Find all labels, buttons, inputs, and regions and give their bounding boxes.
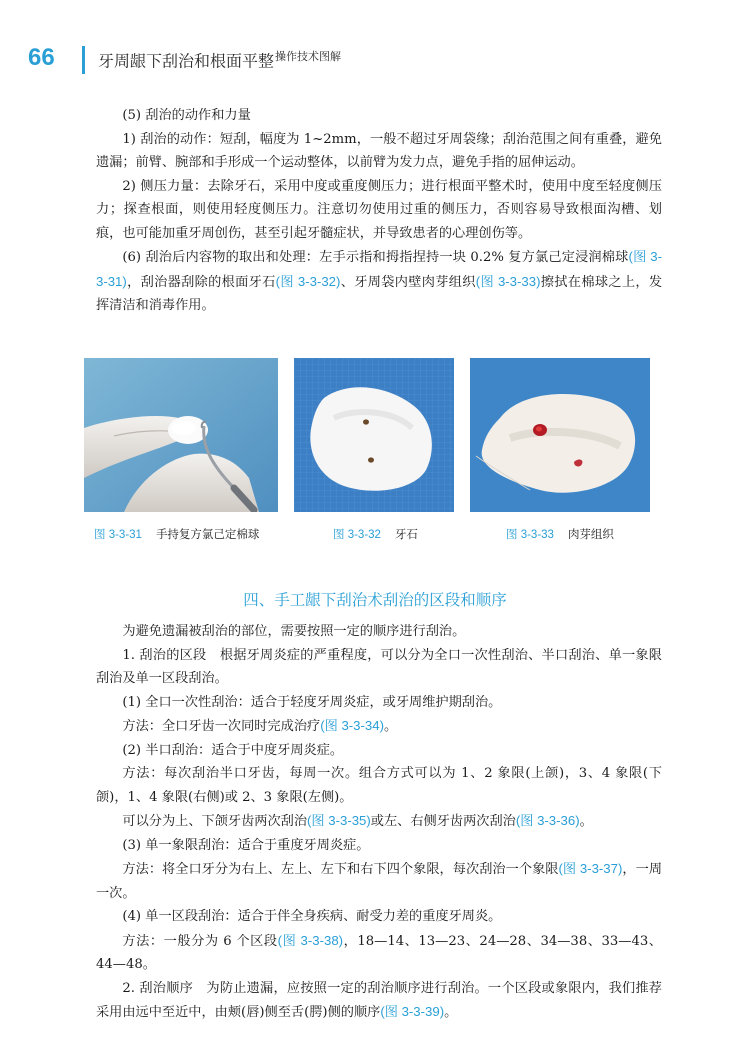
paragraph-scaling-motion: 1) 刮治的动作：短刮，幅度为 1~2mm，一般不超过牙周袋缘；刮治范围之间有重叠，避免遗漏；前臂、腕部和手形成一个运动整体，以前臂为发力点，避免手指的屈伸运动。 — [96, 131, 662, 170]
sub-3-quadrant: (3) 单一象限刮治：适合于重度牙周炎症。 — [122, 837, 370, 853]
running-title-main: 牙周龈下刮治和根面平整 — [98, 51, 275, 71]
section-title: 四、手工龈下刮治术刮治的区段和顺序 — [243, 591, 507, 609]
page-header — [0, 38, 750, 78]
sub-2-half-mouth: (2) 半口刮治：适合于中度牙周炎症。 — [122, 742, 344, 758]
method-2b-end: 。 — [579, 814, 593, 829]
paragraph-6 — [96, 245, 662, 318]
page-number: 66 — [28, 44, 55, 71]
p6-text-4: 擦拭在棉球之上，发挥清洁和消毒作用。 — [96, 274, 663, 313]
method-4-end: ，18—14、13—23、24—28、34—38、33—43、44—48。 — [96, 933, 662, 972]
p6-text-2: ，刮治器刮除的根面牙石 — [126, 274, 276, 290]
caption-label: 图 3-3-31 — [94, 529, 142, 541]
figure-ref-3-3-31[interactable]: (图 3-3-31) — [96, 249, 662, 289]
method-3 — [96, 857, 662, 905]
figure-ref-3-3-36[interactable]: (图 3-3-36) — [515, 813, 580, 828]
running-title-sub: 操作技术图解 — [275, 50, 342, 63]
figure-ref-3-3-33[interactable]: (图 3-3-33) — [475, 273, 541, 289]
caption-text: 牙石 — [394, 529, 418, 541]
item-2-order — [96, 977, 662, 1025]
method-3-text: 方法：将全口牙分为右上、左上、左下和右下四个象限，每次刮治一个象限 — [122, 862, 559, 877]
running-title — [98, 48, 341, 71]
p6-text-3: 、牙周袋内壁肉芽组织 — [340, 274, 476, 290]
header-divider — [82, 46, 85, 74]
method-2: 方法：每次刮治半口牙齿，每周一次。组合方式可以为 1、2 象限(上颌)，3、4 象限(下颌)，1、4 象限(右侧)或 2、3 象限(左侧)。 — [96, 766, 662, 805]
method-1-text: 方法：全口牙齿一次同时完成治疗 — [122, 719, 321, 734]
top-text-block — [96, 104, 662, 318]
caption-label: 图 3-3-33 — [506, 529, 554, 541]
figure-ref-3-3-34[interactable]: (图 3-3-34) — [320, 718, 384, 733]
method-2-options — [96, 809, 662, 834]
sub-1-full-mouth: (1) 全口一次性刮治：适合于轻度牙周炎症，或牙周维护期刮治。 — [122, 694, 502, 710]
figure-ref-3-3-35[interactable]: (图 3-3-35) — [307, 813, 371, 828]
bottom-text-block — [96, 620, 662, 1025]
figure-3-3-33-photo — [470, 358, 650, 512]
method-1 — [96, 714, 662, 739]
caption-3-3-33 — [506, 526, 614, 542]
method-3-end: ，一周一次。 — [96, 862, 663, 901]
caption-text: 肉芽组织 — [567, 529, 614, 541]
figure-ref-3-3-32[interactable]: (图 3-3-32) — [275, 273, 341, 289]
method-2b-text-2: 或左、右侧牙齿两次刮治 — [370, 814, 516, 829]
method-2b-text-1: 可以分为上、下颌牙齿两次刮治 — [122, 814, 308, 829]
paragraph-5-heading: (5) 刮治的动作和力量 — [122, 108, 251, 123]
sub-4-sextant: (4) 单一区段刮治：适合于伴全身疾病、耐受力差的重度牙周炎。 — [122, 909, 502, 924]
intro-paragraph: 为避免遗漏被刮治的部位，需要按照一定的顺序进行刮治。 — [122, 624, 466, 639]
caption-3-3-31 — [94, 526, 259, 542]
paragraph-lateral-pressure: 2) 侧压力量：去除牙石，采用中度或重度侧压力；进行根面平整术时，使用中度至轻度侧压力；探查根面，则使用轻度侧压力。注意切勿使用过重的侧压力，否则容易导致根面沟槽、划痕，也可能加重牙周创伤，甚至引起牙髓症状，并导致患者的心理创伤等。 — [96, 178, 662, 241]
caption-3-3-32 — [333, 526, 418, 542]
p6-text-1: (6) 刮治后内容物的取出和处理：左手示指和拇指捏持一块 0.2% 复方氯己定浸润棉球 — [122, 250, 629, 265]
item-2-text: 2. 刮治顺序 为防止遗漏，应按照一定的刮治顺序进行刮治。一个区段或象限内，我们推荐采用由远中至近中，由颊(唇)侧至舌(腭)侧的顺序 — [96, 980, 662, 1020]
figure-ref-3-3-39[interactable]: (图 3-3-39) — [380, 1004, 445, 1019]
item-2-end: 。 — [444, 1005, 458, 1020]
caption-label: 图 3-3-32 — [333, 529, 381, 541]
figure-3-3-31-photo — [84, 358, 278, 512]
figure-ref-3-3-38[interactable]: (图 3-3-38) — [277, 932, 344, 948]
caption-text: 手持复方氯己定棉球 — [155, 529, 260, 541]
figure-3-3-32-photo — [294, 358, 454, 512]
figure-ref-3-3-37[interactable]: (图 3-3-37) — [558, 861, 623, 876]
method-4-text: 方法：一般分为 6 个区段 — [122, 933, 278, 949]
method-1-end: 。 — [383, 719, 398, 734]
item-1-segments: 1. 刮治的区段 根据牙周炎症的严重程度，可以分为全口一次性刮治、半口刮治、单一象限刮治及单一区段刮治。 — [96, 647, 662, 686]
method-4 — [96, 929, 662, 977]
